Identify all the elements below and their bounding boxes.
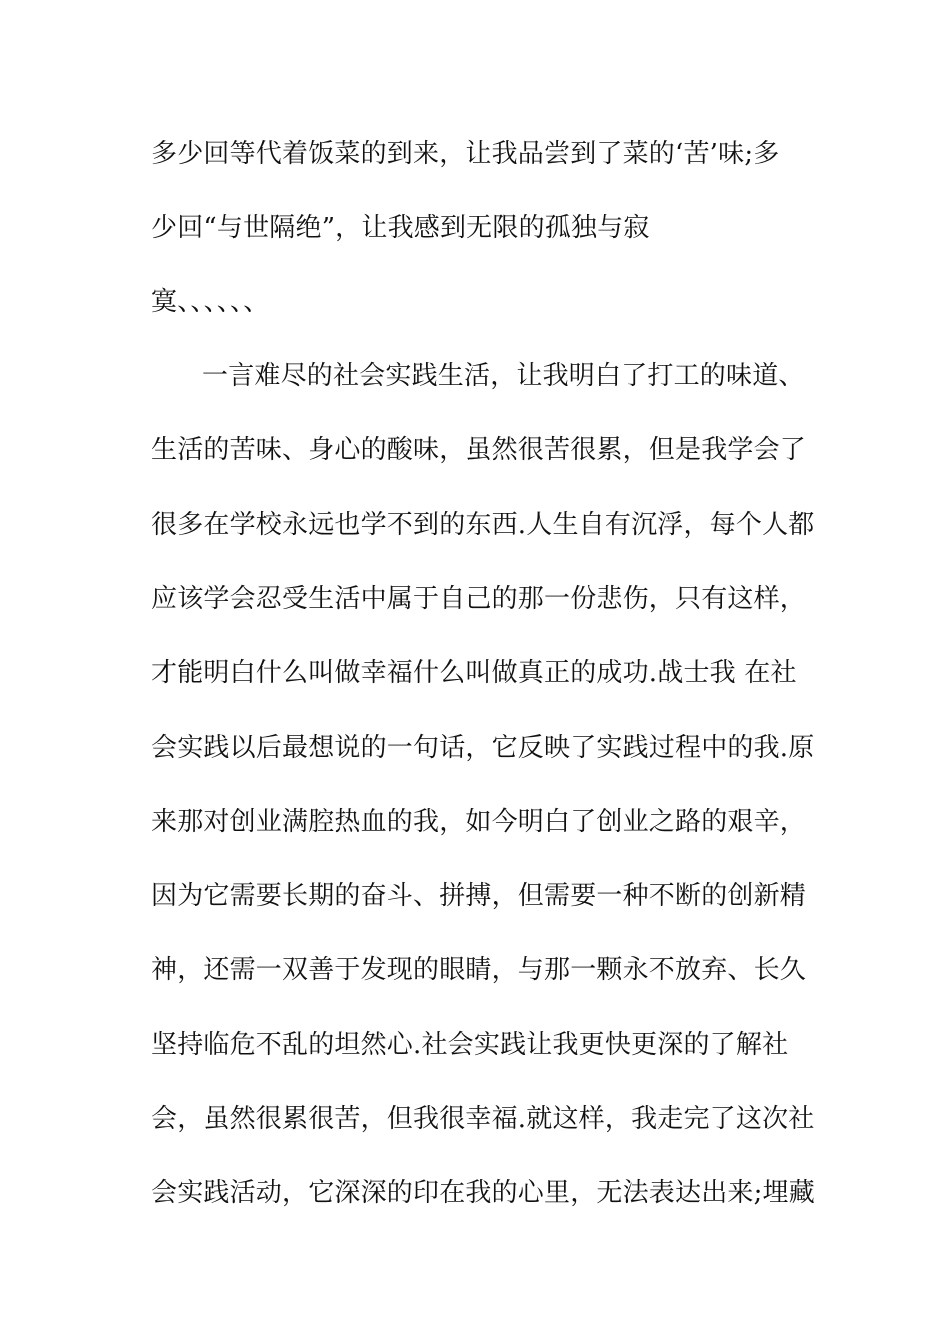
text-line-3: 寞、、、、、、 [151,287,270,317]
text-line-9: 会实践以后最想说的一句话，它反映了实践过程中的我.原 [151,733,815,763]
text-line-6: 很多在学校永远也学不到的东西.人生自有沉浮，每个人都 [151,510,815,540]
text-line-2: 少回“与世隔绝”，让我感到无限的孤独与寂 [151,213,650,243]
text-line-13: 坚持临危不乱的坦然心.社会实践让我更快更深的了解社 [151,1030,789,1060]
text-line-8: 才能明白什么叫做幸福什么叫做真正的成功.战士我 在社 [151,658,797,688]
text-line-7: 应该学会忍受生活中属于自己的那一份悲伤，只有这样， [151,584,807,614]
paragraph-start-line: 一言难尽的社会实践生活，让我明白了打工的味道、 [202,361,805,391]
text-line-10: 来那对创业满腔热血的我，如今明白了创业之路的艰辛， [151,807,807,837]
text-line-15: 会实践活动，它深深的印在我的心里，无法表达出来;埋藏 [151,1178,815,1208]
text-line-12: 神，还需一双善于发现的眼睛，与那一颗永不放弃、长久 [151,955,807,985]
text-line-5: 生活的苦味、身心的酸味，虽然很苦很累，但是我学会了 [151,435,807,465]
text-line-14: 会，虽然很累很苦，但我很幸福.就这样，我走完了这次社 [151,1104,815,1134]
text-line-11: 因为它需要长期的奋斗、拼搏，但需要一种不断的创新精 [151,881,807,911]
text-line-1: 多少回等代着饭菜的到来，让我品尝到了菜的‘苦’味;多 [151,139,780,169]
